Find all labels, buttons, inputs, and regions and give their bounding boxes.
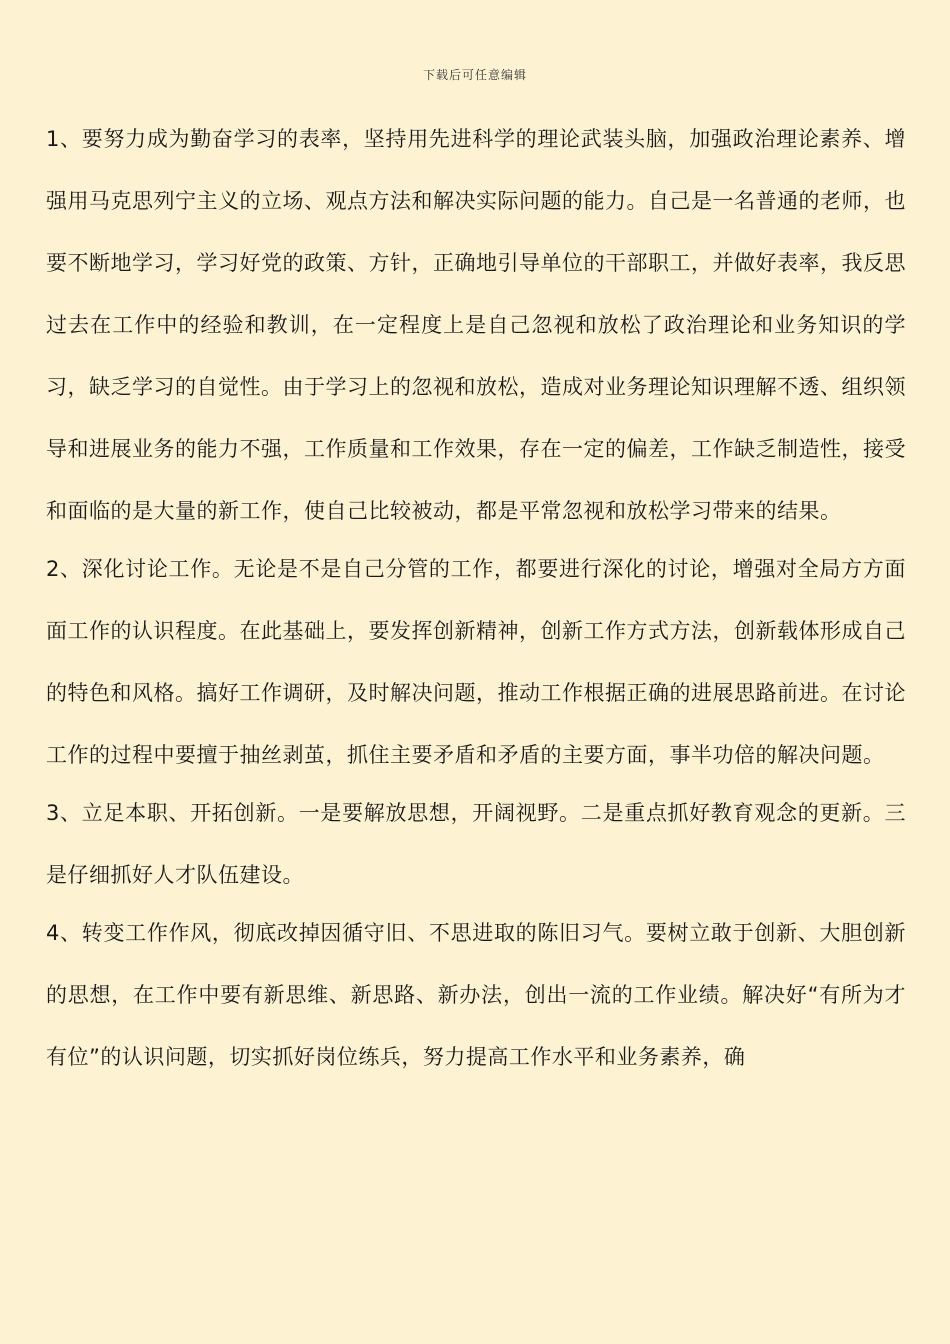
paragraph-2: 2、深化讨论工作。无论是不是自己分管的工作，都要进行深化的讨论，增强对全局方方面面工作的认识程度。在此基础上，要发挥创新精神，创新工作方式方法，创新载体形成自己的特色和风格。搞好工作调研，及时解决问题，推动工作根据正确的进展思路前进。在讨论工作的过程中要擅于抽丝剥茧，抓住主要矛盾和矛盾的主要方面，事半功倍的解决问题。 bbox=[46, 557, 906, 767]
paragraph-3: 3、立足本职、开拓创新。一是要解放思想，开阔视野。二是重点抓好教育观念的更新。三是仔细抓好人才队伍建设。 bbox=[46, 801, 906, 887]
paragraph-1: 1、要努力成为勤奋学习的表率，坚持用先进科学的理论武装头脑，加强政治理论素养、增强用马克思列宁主义的立场、观点方法和解决实际问题的能力。自己是一名普通的老师，也要不断地学习，学习好党的政策、方针，正确地引导单位的干部职工，并做好表率，我反思过去在工作中的经验和教训，在一定程度上是自己忽视和放松了政治理论和业务知识的学习，缺乏学习的自觉性。由于学习上的忽视和放松，造成对业务理论知识理解不透、组织领导和进展业务的能力不强，工作质量和工作效果，存在一定的偏差，工作缺乏制造性，接受和面临的是大量的新工作，使自己比较被动，都是平常忽视和放松学习带来的结果。 bbox=[46, 127, 906, 523]
document-body bbox=[46, 108, 906, 1088]
paragraph-4: 4、转变工作作风，彻底改掉因循守旧、不思进取的陈旧习气。要树立敢于创新、大胆创新的思想，在工作中要有新思维、新思路、新办法，创出一流的工作业绩。解决好“有所为才有位”的认识问题，切实抓好岗位练兵，努力提高工作水平和业务素养，确 bbox=[46, 921, 906, 1069]
page-header: 下载后可任意编辑 bbox=[422, 68, 527, 82]
